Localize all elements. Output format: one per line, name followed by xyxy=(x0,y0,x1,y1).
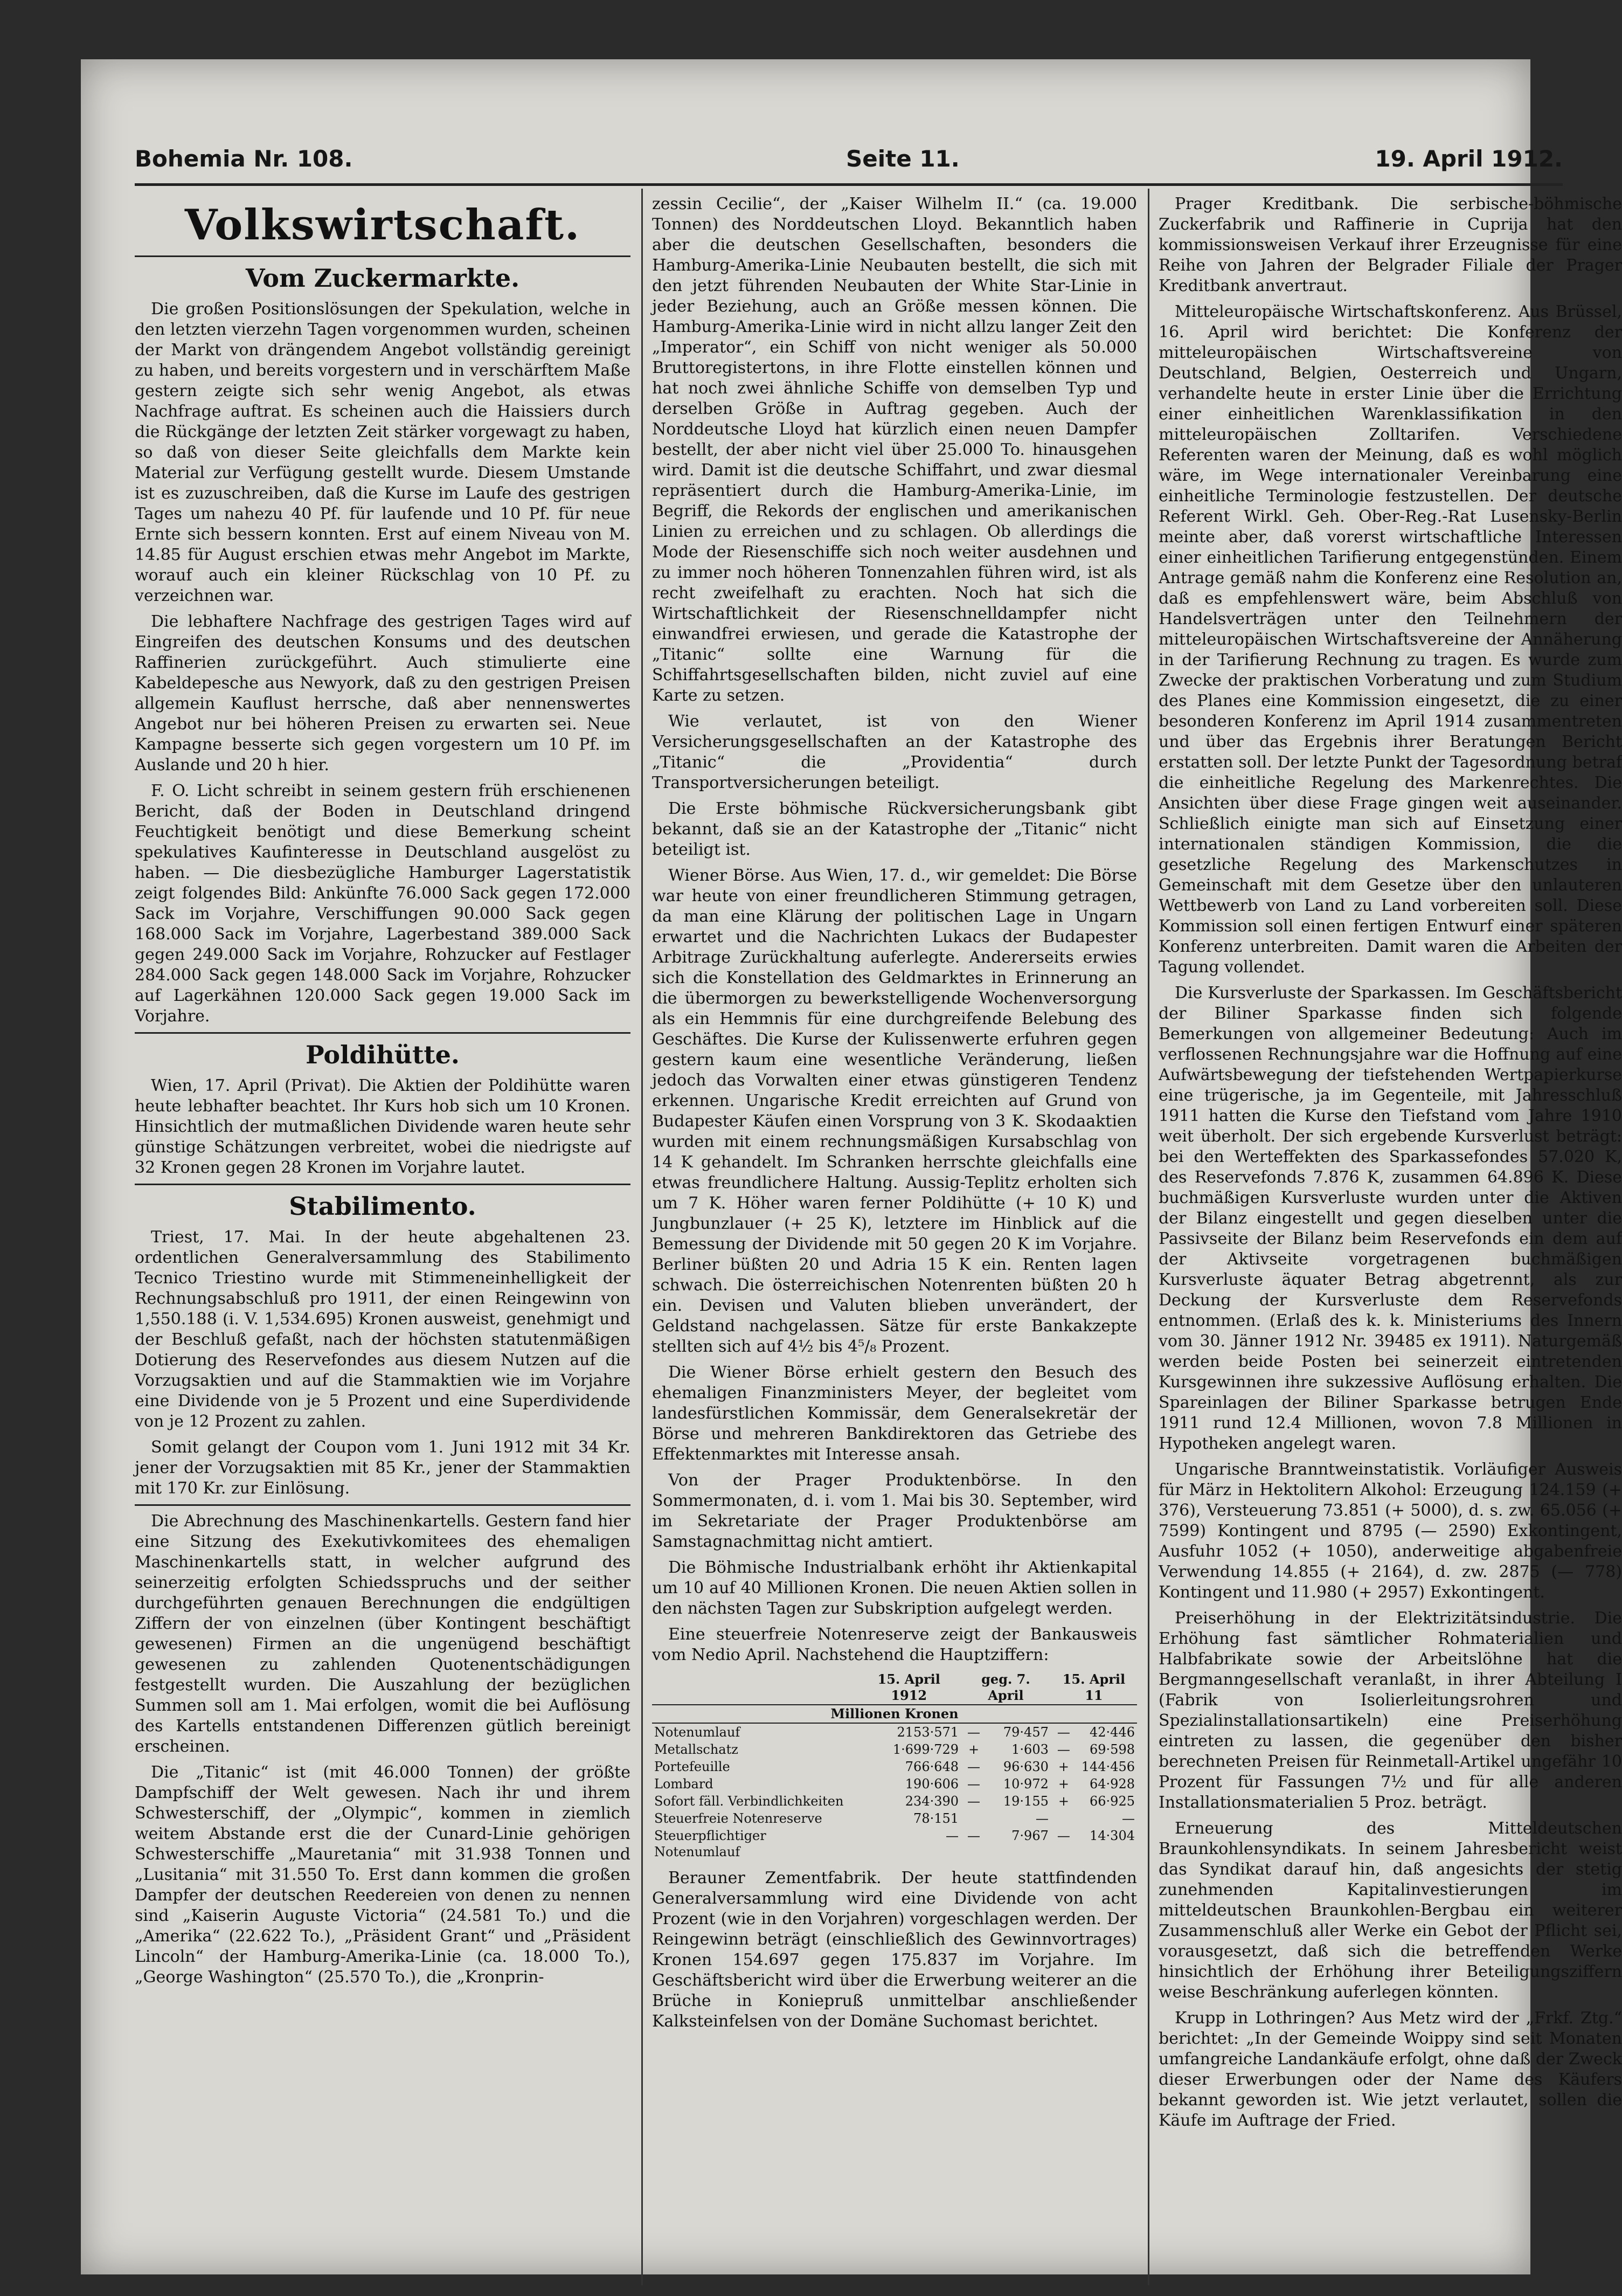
value-cell: 1·603 xyxy=(1011,1742,1049,1757)
article-paragraph: Mitteleuropäische Wirtschaftskonferenz. Aus Brüssel, 16. April wird berichtet: Die Konferenz der mitteleuropäischen Wirtschaftsvereine von Deutschland, Belgien, Oesterreich und Ungarn, verhandelte heute in erster Linie über die Errichtung einer einheitlichen Warenklassifikation in den mitteleuropäischen Zolltarifen. Verschiedene Referenten waren der Meinung, daß es wohl möglich wäre, im Wege internationaler Vereinbarung eine einheitliche Terminologie festzustellen. Der deutsche Referent Wirkl. Geh. Ober-Reg.-Rat Lusensky-Berlin meinte aber, daß vorerst wirtschaftliche Interessen einer einheitlichen Tarifierung entgegenstünden. Einem Antrage gemäß nahm die Konferenz eine Resolution an, daß es empfehlenswert wäre, beim Abschluß von Handelsverträgen unter den Teilnehmern der mitteleuropäischen Wirtschaftsvereine der Annäherung in der Tarifierung Rechnung zu tragen. Es wurde zum Zwecke der praktischen Vorberatung und zum Studium des Planes eine Kommission eingesetzt, die zu einer besonderen Konferenz im April 1914 zusammentreten und über das Ergebnis ihrer Beratungen Bericht erstatten soll. Der letzte Punkt der Tagesordnung betraf die einheitliche Regelung des Markenrechtes. Die Ansichten über diese Frage gingen weit auseinander. Schließlich einigte man sich auf Einsetzung einer internationalen ständigen Kommission, die die gesetzliche Regelung des Markenschutzes in Gemeinschaft mit dem Gesetze über den unlauteren Wettbewerb von Land zu Land vorbereiten soll. Diese Kommission soll einen fertigen Entwurf einer späteren Konferenz unterbreiten. Damit waren die Arbeiten der Tagung vollendet. xyxy=(1159,302,1622,977)
sign-cell: + xyxy=(968,1742,980,1757)
article-paragraph: F. O. Licht schreibt in seinem gestern früh erschienenen Bericht, daß der Boden in Deutschland dringend Feuchtigkeit benötigt und diese Bemerkung scheint spekulatives Kaufinteresse in Deutschland ausgelöst zu haben. — Die diesbezügliche Hamburger Lagerstatistik zeigt folgendes Bild: Ankünfte 76.000 Sack gegen 172.000 Sack im Vorjahre, Verschiffungen 90.000 Sack gegen 168.000 Sack im Vorjahre, Lagerbestand 389.000 Sack gegen 249.000 Sack im Vorjahre, Rohzucker auf Festlager 284.000 Sack gegen 148.000 Sack im Vorjahre, Rohzucker auf Lagerkähnen 120.000 Sack gegen 19.000 Sack im Vorjahre. xyxy=(135,782,630,1026)
column-1 xyxy=(135,194,630,2280)
value-cell: 19·155 xyxy=(1003,1794,1049,1809)
table-header xyxy=(652,1671,857,1705)
value-cell: 2153·571 xyxy=(897,1725,959,1740)
table-body xyxy=(652,1723,1137,1861)
row-label: Sofort fäll. Verbindlichkeiten xyxy=(654,1794,844,1809)
table-unit: Millionen Kronen xyxy=(652,1705,1137,1723)
sign-cell: + xyxy=(1058,1759,1069,1774)
table-row xyxy=(652,1793,1137,1810)
article-paragraph: Wie verlautet, ist von den Wiener Versicherungsgesellschaften an der Katastrophe des „Titanic“ die „Providentia“ durch Transportversicherungen beteiligt. xyxy=(652,712,1137,792)
page-header xyxy=(135,146,1563,183)
divider xyxy=(135,1032,630,1034)
value-cell: 1·699·729 xyxy=(892,1742,959,1757)
sign-cell: — xyxy=(967,1725,981,1740)
article-paragraph: Die Böhmische Industrialbank erhöht ihr Aktienkapital um 10 auf 40 Millionen Kronen. Die neuen Aktien sollen in den nächsten Tagen zur Subskription aufgelegt werden. xyxy=(652,1558,1137,1618)
header-page-number: Seite 11. xyxy=(846,146,960,172)
article-title-zuckermarkt: Vom Zuckermarkte. xyxy=(245,264,520,293)
article-paragraph: Prager Kreditbank. Die serbische-böhmische Zuckerfabrik und Raffinerie in Cuprija hat den kommissionsweisen Verkauf ihrer Erzeugnisse für eine Reihe von Jahren der Belgrader Filiale der Prager Kreditbank anvertraut. xyxy=(1159,195,1622,295)
article-paragraph: Die großen Positionslösungen der Spekulation, welche in den letzten vierzehn Tagen vorgenommen wurden, scheinen der Markt von drängendem Angebot vollständig gereinigt zu haben, und bereits vorgestern und in verschärftem Maße gestern zeigte sich sehr wenig Angebot, als etwas Nachfrage auftrat. Es scheinen auch die Haissiers durch die Rückgänge der letzten Zeit stärker vorgewagt zu haben, so daß von dieser Seite gleichfalls dem Markte kein Material zur Verfügung gestellt wurde. Diesem Umstande ist es zuzuschreiben, daß die Kurse im Laufe des gestrigen Tages um nahezu 40 Pf. für laufende und 10 Pf. für neue Ernte sich bessern konnten. Erst auf einem Niveau von M. 14.85 für August erschien etwas mehr Angebot im Markte, worauf auch ein kleiner Rückschlag von 10 Pf. zu verzeichnen war. xyxy=(135,300,630,605)
divider xyxy=(135,1184,630,1185)
row-label: Metallschatz xyxy=(654,1742,738,1757)
value-cell: 190·606 xyxy=(905,1776,959,1792)
column-3 xyxy=(1159,194,1622,2280)
bank-statement-table xyxy=(652,1671,1137,1861)
value-cell: 96·630 xyxy=(1003,1759,1049,1774)
value-cell: — xyxy=(1035,1811,1049,1826)
sign-cell: — xyxy=(967,1759,981,1774)
value-cell: 64·928 xyxy=(1090,1776,1135,1792)
value-cell: 234·390 xyxy=(905,1794,959,1809)
value-cell: 144·456 xyxy=(1081,1759,1135,1774)
sign-cell xyxy=(961,1810,987,1827)
table-row xyxy=(652,1741,1137,1758)
article-paragraph: Die lebhaftere Nachfrage des gestrigen Tages wird auf Eingreifen des deutschen Konsums und des deutschen Raffinerien zurückgeführt. Auch stimulierte eine Kabeldepesche aus Newyork, daß zu den gestrigen Preisen allgemein Kauflust herrsche, daß aber nennenswertes Angebot nur bei höheren Preisen zu erwarten sei. Neue Kampagne besserte sich gegen vorgestern um 10 Pf. im Auslande und 20 h hier. xyxy=(135,612,630,774)
value-cell: 78·151 xyxy=(913,1811,959,1826)
table-header: 15. April 1912 xyxy=(857,1671,961,1705)
sign-cell: — xyxy=(967,1828,981,1843)
article-paragraph: Die Wiener Börse erhielt gestern den Besuch des ehemaligen Finanzministers Meyer, der begleitet vom landesfürstlichen Kommissär, dem Generalsekretär der Börse und mehreren Bankdirektoren das Getriebe des Effektenmarktes mit Interesse ansah. xyxy=(652,1363,1137,1464)
value-cell: 14·304 xyxy=(1090,1828,1135,1843)
article-title-stabilimento: Stabilimento. xyxy=(289,1192,476,1221)
article-paragraph: Die Abrechnung des Maschinenkartells. Gestern fand hier eine Sitzung des Exekutivkomitees des ehemaligen Maschinenkartells statt, in welcher aufgrund des seinerzeitig erfolgten Schiedsspruchs und der seither durchgeführten genauen Berechnungen die endgültigen Ziffern der von einzelnen (über Kontingent beschäftigt gewesenen) Firmen an die ungenügend beschäftigt gewesenen zu zahlenden Quotenentschädigungen festgestellt wurden. Die Auszahlung der bezüglichen Summen soll am 1. Mai erfolgen, womit die bei Auflösung des Kartells entstandenen Differenzen gütlich bereinigt erscheinen. xyxy=(135,1512,630,1756)
value-cell: — xyxy=(1122,1811,1135,1826)
newspaper-page xyxy=(81,59,1622,2274)
table-header: geg. 7. April xyxy=(961,1671,1051,1705)
article-paragraph: zessin Cecilie“, der „Kaiser Wilhelm II.“ (ca. 19.000 Tonnen) des Norddeutschen Lloyd. Bekanntlich haben aber die deutschen Gesellschaften, besonders die Hamburg-Amerika-Linie Neubauten bestellt, die sich mit den jetzt führenden Neubauten der White Star-Linie in jeder Beziehung, auch an Größe messen können. Die Hamburg-Amerika-Linie wird in nicht allzu langer Zeit den „Imperator“, ein Schiff von nicht weniger als 50.000 Bruttoregistertons, in ihre Flotte einstellen können und hat noch zwei ähnliche Schiffe von demselben Typ und derselben Größe in Auftrag gegeben. Auch der Norddeutsche Lloyd hat kürzlich einen neuen Dampfer bestellt, der aber nicht viel über 25.000 To. hinausgehen wird. Damit ist die deutsche Schiffahrt, und zwar diesmal repräsentiert durch die Hamburg-Amerika-Linie, im Begriff, die Rekords der englischen und amerikanischen Linien zu erreichen und zu schlagen. Ob allerdings die Mode der Riesenschiffe sich noch weiter ausdehnen und zu immer noch höheren Tonnenzahlen führen wird, ist als recht zweifelhaft zu erachten. Noch hat sich die Wirtschaftlichkeit der Riesenschnelldampfer nicht einwandfrei erwiesen, und gerade die Katastrophe der „Titanic“ sollte eine Warnung für die Schiffahrtsgesellschaften bilden, nicht zuviel auf eine Karte zu setzen. xyxy=(652,195,1137,705)
table-header: 15. April 11 xyxy=(1051,1671,1137,1705)
sign-cell: + xyxy=(1058,1794,1069,1809)
article-paragraph: Erneuerung des Mitteldeutschen Braunkohlensyndikats. In seinem Jahresbericht weist das Syndikat darauf hin, daß angesichts der stetig zunehmenden Kapitalinvestierungen im mitteldeutschen Braunkohlen-Bergbau ein weiterer Zusammenschluß aller Werke ein Gebot der Pflicht sei, vorausgesetzt, daß sich die betreffenden Werke hinsichtlich der Erhöhung ihrer Beteiligungsziffern weise Beschränkung auferlegen könnten. xyxy=(1159,1819,1622,2002)
column-2 xyxy=(652,194,1137,2280)
sign-cell: — xyxy=(967,1776,981,1792)
sign-cell: — xyxy=(1057,1725,1070,1740)
article-paragraph: Berauner Zementfabrik. Der heute stattfindenden Generalversammlung wird eine Dividende von acht Prozent (wie in den Vorjahren) vorgeschlagen werden. Der Reingewinn beträgt (einschließlich des Gewinnvortrages) Kronen 154.697 gegen 175.837 im Vorjahre. Im Geschäftsbericht wird über die Erwerbung weiterer an die Brüche in Koniepruß unmittelbar anschließender Kalksteinfelsen von der Domäne Suchomast berichtet. xyxy=(652,1869,1137,2031)
table-row xyxy=(652,1827,1137,1861)
value-cell: 79·457 xyxy=(1003,1725,1049,1740)
article-paragraph: Triest, 17. Mai. In der heute abgehaltenen 23. ordentlichen Generalversammlung des Stabilimento Tecnico Triestino wurde mit Stimmeneinhelligkeit der Rechnungsabschluß pro 1911, der einen Reingewinn von 1,550.188 (i. V. 1,534.695) Kronen ausweist, genehmigt und der Beschluß gefaßt, nach der höchsten statutenmäßigen Dotierung des Reservefondes aus diesem Nutzen auf die Vorzugsaktien und auf die Stammaktien wie im Vorjahre eine Dividende von je 5 Prozent und eine Superdividende von je 12 Prozent zu zahlen. xyxy=(135,1228,630,1431)
row-label: Steuerpflichtiger Notenumlauf xyxy=(654,1828,766,1859)
column-rule-1 xyxy=(641,189,643,2285)
value-cell: 10·972 xyxy=(1003,1776,1049,1792)
header-rule xyxy=(135,183,1563,186)
value-cell: 7·967 xyxy=(1011,1828,1049,1843)
sign-cell xyxy=(1051,1810,1077,1827)
article-paragraph: Die Erste böhmische Rückversicherungsbank gibt bekannt, daß sie an der Katastrophe der „Titanic“ nicht beteiligt ist. xyxy=(652,799,1137,859)
article-paragraph: Von der Prager Produktenbörse. In den Sommermonaten, d. i. vom 1. Mai bis 30. September, wird im Sekretariate der Prager Produktenbörse am Samstagnachmittag nicht amtiert. xyxy=(652,1471,1137,1551)
sign-cell: + xyxy=(1058,1776,1069,1792)
value-cell: — xyxy=(946,1828,959,1843)
article-paragraph: Eine steuerfreie Notenreserve zeigt der Bankausweis vom Nedio April. Nachstehend die Hauptziffern: xyxy=(652,1625,1137,1664)
row-label: Portefeuille xyxy=(654,1759,730,1774)
header-date: 19. April 1912. xyxy=(1375,146,1563,172)
value-cell: 42·446 xyxy=(1090,1725,1135,1740)
sign-cell: — xyxy=(967,1794,981,1809)
article-paragraph: Preiserhöhung in der Elektrizitätsindustrie. Die Erhöhung fast sämtlicher Rohmaterialien und Halbfabrikate sowie der Arbeitslöhne hat die Bergmanngesellschaft veranlaßt, in ihrer Abteilung I (Fabrik von Isolierleitungsrohren und Spezialinstallationsartikeln) eine Preiserhöhung eintreten zu lassen, die gegenüber den bisher berechneten Preisen für Reinmetall-Artikel ungefähr 10 Prozent für Fassungen 7½ und für alle anderen Installationsmaterialien 5 Proz. beträgt. xyxy=(1159,1609,1622,1812)
column-rule-2 xyxy=(1148,189,1149,2285)
value-cell: 766·648 xyxy=(905,1759,959,1774)
table-row xyxy=(652,1723,1137,1741)
article-paragraph: Die Kursverluste der Sparkassen. Im Geschäftsbericht der Biliner Sparkasse finden sich folgende Bemerkungen von allgemeiner Bedeutung: Auch im verflossenen Rechnungsjahre war die Hoffnung auf eine Aufwärtsbewegung der tiefstehenden Wertpapierkurse eine trügerische, ja im Gegenteile, mit Jahresschluß 1911 hatten die Kurse den Tiefstand vom Jahre 1910 weit überholt. Der sich ergebende Kursverlust beträgt: bei den Werteffekten des Sparkassefondes 57.020 K, des Reservefonds 7.876 K, zusammen 64.896 K. Diese buchmäßigen Kursverluste wurden unter die Aktiven der Bilanz eingestellt und gegen dieselben unter die Passivseite der Bilanz beim Reservefonds ein dem auf der Aktivseite vorgetragenen buchmäßigen Kursverluste äquater Betrag abgetrennt, als zur Deckung der Kursverluste dem Reservefonds entnommen. (Erlaß des k. k. Ministeriums des Innern vom 30. Jänner 1912 Nr. 39485 ex 1911). Naturgemäß werden beide Posten bei seinerzeit eintretenden Kursgewinnen ihre sukzessive Auflösung erhalten. Die Spareinlagen der Biliner Sparkasse betrugen Ende 1911 rund 12.4 Millionen, wovon 7.8 Millionen in Hypotheken angelegt waren. xyxy=(1159,984,1622,1453)
article-paragraph: Die „Titanic“ ist (mit 46.000 Tonnen) der größte Dampfschiff der Welt gewesen. Nach ihr und ihrem Schwesterschiff, der „Olympic“, kommen in ziemlich weitem Abstande erst die der Cunard-Linie gehörigen Schwesterschiffe „Mauretania“ mit 31.938 Tonnen und „Lusitania“ mit 31.550 To. Erst dann kommen die großen Dampfer der deutschen Reedereien von denen zu nennen sind „Kaiserin Auguste Victoria“ (24.581 To.) und die „Amerika“ (22.622 To.), „Präsident Grant“ und „Präsident Lincoln“ der Hamburg-Amerika-Linie (ca. 18.000 To.), „George Washington“ (25.570 To.), die „Kronprin- xyxy=(135,1763,630,1987)
sign-cell: — xyxy=(1057,1828,1070,1843)
table-row xyxy=(652,1758,1137,1775)
article-paragraph: Krupp in Lothringen? Aus Metz wird der „Frkf. Ztg.“ berichtet: „In der Gemeinde Woippy sind seit Monaten umfangreiche Landankäufe erfolgt, ohne daß der Zweck dieser Erwerbungen oder der Name des Käufers bekannt geworden ist. Wie jetzt verlautet, sollen die Käufe im Auftrage der Fried. xyxy=(1159,2009,1622,2130)
divider xyxy=(135,255,630,257)
article-paragraph: Ungarische Branntweinstatistik. Vorläufiger Ausweis für März in Hektolitern Alkohol: Erzeugung 124.159 (+ 376), Versteuerung 73.851 (+ 5000), d. s. zw. 65.056 (+ 7599) Kontingent und 8795 (— 2590) Exkontingent, Ausfuhr 1052 (+ 1050), anderweitige abgabenfreie Verwendung 14.855 (+ 2164), d. zw. 2875 (— 778) Kontingent und 11.980 (+ 2957) Exkontingent. xyxy=(1159,1460,1622,1602)
article-title-poldihuette: Poldihütte. xyxy=(306,1040,460,1069)
article-paragraph: Wiener Börse. Aus Wien, 17. d., wir gemeldet: Die Börse war heute von einer freundlicheren Stimmung getragen, da man eine Klärung der politischen Lage in Ungarn erwartet und die Nachrichten Lukacs der Budapester Arbitrage Zurückhaltung auferlegte. Andererseits erwies sich die Konstellation des Geldmarktes in Erinnerung an die übermorgen zu bewerkstelligende Wochenversorgung als ein Hemmnis für eine durchgreifende Belebung des Geschäftes. Die Kurse der Kulissenwerte erfuhren gegen gestern kaum eine wesentliche Veränderung, ließen jedoch das Vorwalten einer etwas günstigeren Tendenz erkennen. Ungarische Kredit erreichten auf Grund von Budapester Käufen einen Vorsprung von 3 K. Skodaaktien wurden mit einem rechnungsmäßigen Kursabschlag von 14 K gehandelt. Im Schranken herrschte gleichfalls eine etwas freundlichere Haltung. Aussig-Teplitz erholten sich um 7 K. Höher waren ferner Poldihütte (+ 10 K) und Jungbunzlauer (+ 25 K), letztere im Hinblick auf die Bemessung der Dividende mit 50 gegen 20 K im Vorjahre. Berliner büßten 20 und Adria 15 K ein. Renten lagen schwach. Die österreichischen Notenrenten büßten 20 h ein. Devisen und Valuten blieben unverändert, der Geldstand nachgelassen. Sätze für erste Bankakzepte stellten sich auf 4½ bis 4⁵/₈ Prozent. xyxy=(652,866,1137,1356)
section-heading-volkswirtschaft: Volkswirtschaft. xyxy=(184,200,581,250)
value-cell: 66·925 xyxy=(1090,1794,1135,1809)
row-label: Steuerfreie Notenreserve xyxy=(654,1811,822,1826)
table-row xyxy=(652,1810,1137,1827)
table-row xyxy=(652,1775,1137,1793)
value-cell: 69·598 xyxy=(1090,1742,1135,1757)
header-issue: Bohemia Nr. 108. xyxy=(135,146,353,172)
row-label: Notenumlauf xyxy=(654,1725,740,1740)
sign-cell: — xyxy=(1057,1742,1070,1757)
article-paragraph: Wien, 17. April (Privat). Die Aktien der Poldihütte waren heute lebhafter beachtet. Ihr Kurs hob sich um 10 Kronen. Hinsichtlich der mutmaßlichen Dividende waren heute sehr günstige Schätzungen verbreitet, wobei die niedrigste auf 32 Kronen gegen 28 Kronen im Vorjahre lautet. xyxy=(135,1076,630,1177)
divider xyxy=(135,1504,630,1506)
row-label: Lombard xyxy=(654,1776,713,1792)
article-paragraph: Somit gelangt der Coupon vom 1. Juni 1912 mit 34 Kr. jener der Vorzugsaktien mit 85 Kr., jener der Stammaktien mit 170 Kr. zur Einlösung. xyxy=(135,1438,630,1498)
